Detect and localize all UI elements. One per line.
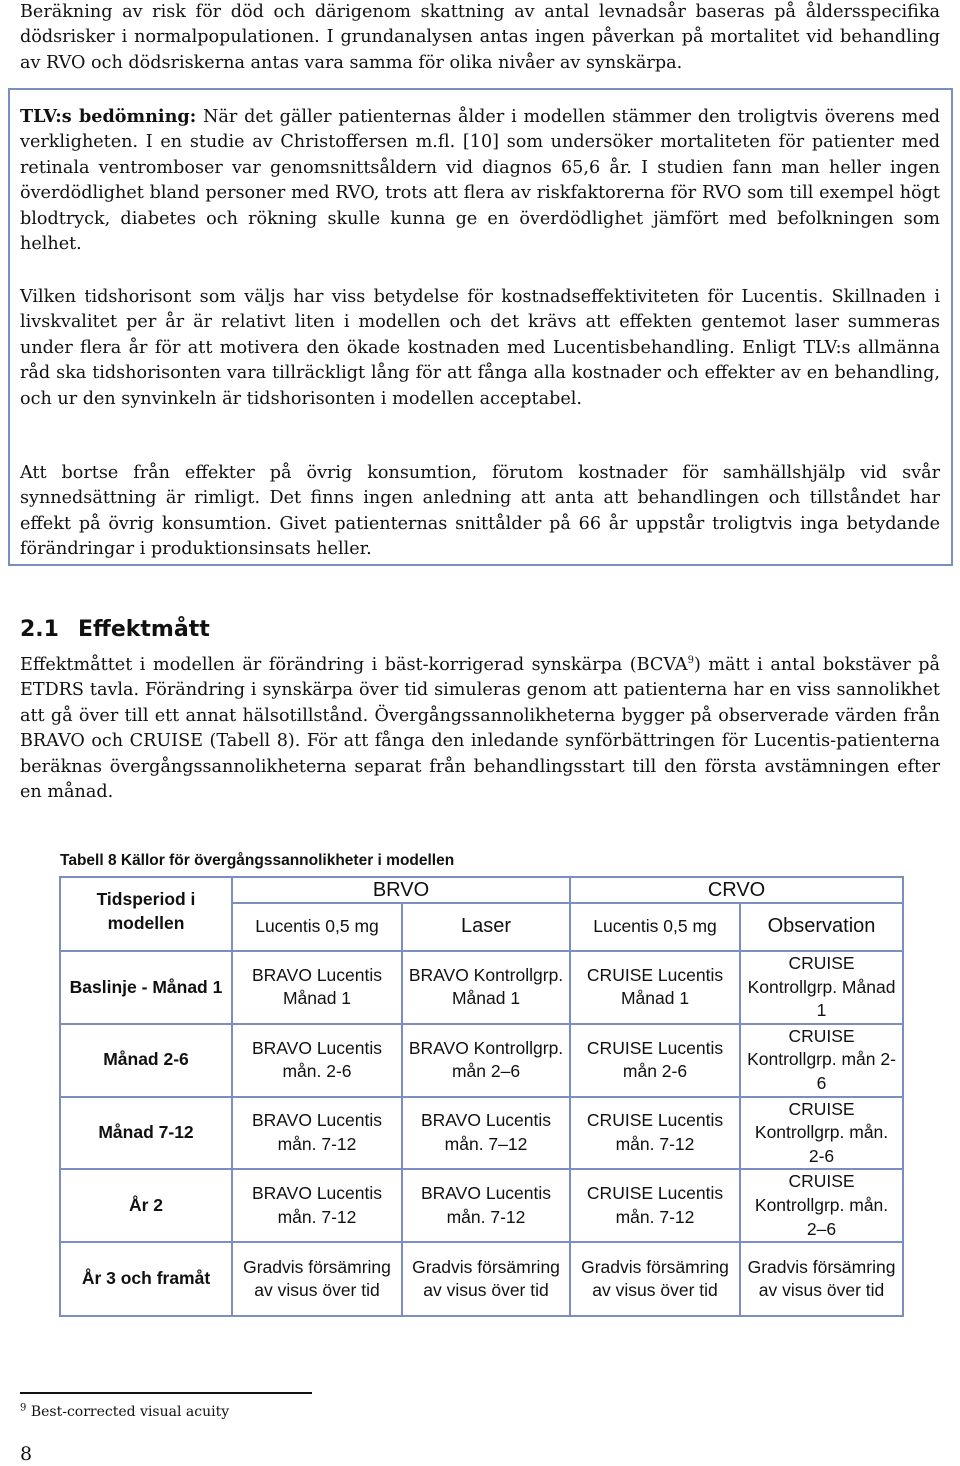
table-cell: CRUISE Lucentis mån 2-6 [570, 1024, 740, 1097]
sub-header-crvo-lucentis: Lucentis 0,5 mg [570, 903, 740, 951]
table-cell: CRUISE Kontrollgrp. mån. 2–6 [740, 1169, 903, 1242]
tlv-paragraph-2: Vilken tidshorisont som väljs har viss betydelse för kostnadseffektiviteten för Lucentis. Skillnaden i livskvalitet per år är relativt liten i modellen och det krävs att effekten gentemot laser summeras under flera år för att motivera den ökade kostnaden med Lucentisbehandling. Enligt TLV:s allmänna råd ska tidshorisonten vara tillräckligt lång för att fånga alla kostnader och effekter av en behandling, och ur den synvinkeln är tidshorisonten i modellen acceptabel. [20, 287, 940, 409]
table-cell: Gradvis försämring av visus över tid [232, 1242, 402, 1316]
table-cell: BRAVO Kontrollgrp. mån 2–6 [402, 1024, 570, 1097]
table-row [60, 951, 903, 1024]
table-cell: CRUISE Lucentis mån. 7-12 [570, 1169, 740, 1242]
section-title: Effektmått [78, 617, 210, 642]
table-cell: BRAVO Lucentis mån. 7–12 [402, 1097, 570, 1170]
table-cell: CRUISE Kontrollgrp. mån 2-6 [740, 1024, 903, 1097]
group-header-crvo: CRVO [570, 877, 903, 903]
row-period: År 2 [60, 1169, 232, 1242]
section-text-part-2: ) mätt i antal bokstäver på ETDRS tavla. Förändring i synskärpa över tid simuleras genom att patienterna har en viss sannolikhet att gå över till ett annat hälsotillstånd. Övergångssannolikheterna bygger på observerade värden från BRAVO och CRUISE (Tabell 8). För att fånga den inledande synförbättringen för Lucentis-patienterna beräknas övergångssannolikheterna separat från behandlingsstart till den första avstämningen efter en månad. [20, 655, 941, 803]
section-text-part-1: Effektmåttet i modellen är förändring i bäst-korrigerad synskärpa (BCVA [20, 655, 688, 675]
table-cell: BRAVO Lucentis Månad 1 [232, 951, 402, 1024]
row-period: Baslinje - Månad 1 [60, 951, 232, 1024]
intro-paragraph: Beräkning av risk för död och därigenom skattning av antal levnadsår baseras på åldersspecifika dödsrisker i normalpopulationen. I grundanalysen antas ingen påverkan på mortalitet vid behandling av RVO och dödsriskerna antas vara samma för olika nivåer av synskärpa. [20, 2, 940, 73]
group-header-brvo: BRVO [232, 877, 570, 903]
row-period: År 3 och framåt [60, 1242, 232, 1316]
row-period: Månad 7-12 [60, 1097, 232, 1170]
table-cell: Gradvis försämring av visus över tid [402, 1242, 570, 1316]
row-period: Månad 2-6 [60, 1024, 232, 1097]
section-paragraph [20, 653, 940, 805]
table-row [60, 1169, 903, 1242]
table-row [60, 1097, 903, 1170]
table-cell: Gradvis försämring av visus över tid [740, 1242, 903, 1316]
table-cell: CRUISE Lucentis mån. 7-12 [570, 1097, 740, 1170]
footnote [20, 1404, 229, 1420]
sources-table [59, 876, 904, 1317]
footnote-reference: 9 [687, 655, 694, 667]
table-caption: Tabell 8 Källor för övergångssannolikheter i modellen [60, 852, 455, 869]
table-cell: CRUISE Kontrollgrp. mån. 2-6 [740, 1097, 903, 1170]
corner-header: Tidsperiod i modellen [60, 877, 232, 951]
sub-header-brvo-lucentis: Lucentis 0,5 mg [232, 903, 402, 951]
tlv-assessment-label: TLV:s bedömning: [20, 106, 197, 127]
section-number: 2.1 [20, 617, 59, 642]
tlv-paragraph-1 [20, 104, 940, 257]
section-heading [20, 617, 210, 642]
sub-header-crvo-observation: Observation [740, 903, 903, 951]
sub-header-brvo-laser: Laser [402, 903, 570, 951]
table-cell: Gradvis försämring av visus över tid [570, 1242, 740, 1316]
table-cell: BRAVO Kontrollgrp. Månad 1 [402, 951, 570, 1024]
table-cell: BRAVO Lucentis mån. 2-6 [232, 1024, 402, 1097]
tlv-paragraph-3: Att bortse från effekter på övrig konsumtion, förutom kostnader för samhällshjälp vid svår synnedsättning är rimligt. Det finns ingen anledning att anta att behandlingen och tillståndet har effekt på övrig konsumtion. Givet patienternas snittålder på 66 år uppstår troligtvis inga betydande förändringar i produktionsinsats heller. [20, 463, 940, 560]
table-cell: CRUISE Lucentis Månad 1 [570, 951, 740, 1024]
footnote-text: Best-corrected visual acuity [30, 1404, 230, 1420]
table-cell: BRAVO Lucentis mån. 7-12 [402, 1169, 570, 1242]
table-cell: BRAVO Lucentis mån. 7-12 [232, 1097, 402, 1170]
table-row [60, 1024, 903, 1097]
page-number: 8 [20, 1443, 33, 1465]
table-row [60, 1242, 903, 1316]
tlv-paragraph-1-text: När det gäller patienternas ålder i modellen stämmer den troligtvis överens med verkligheten. I en studie av Christoffersen m.fl. [10] som undersöker mortaliteten för patienter med retinala ventromboser var genomsnittsåldern vid diagnos 65,6 år. I studien fann man heller ingen överdödlighet bland personer med RVO, trots att flera av riskfaktorerna för RVO som till exempel högt blodtryck, diabetes och rökning skulle kunna ge en överdödlighet jämfört med befolkningen som helhet. [20, 107, 940, 255]
table-cell: BRAVO Lucentis mån. 7-12 [232, 1169, 402, 1242]
footnote-separator [20, 1392, 312, 1394]
table-cell: CRUISE Kontrollgrp. Månad 1 [740, 951, 903, 1024]
footnote-marker: 9 [20, 1402, 27, 1414]
